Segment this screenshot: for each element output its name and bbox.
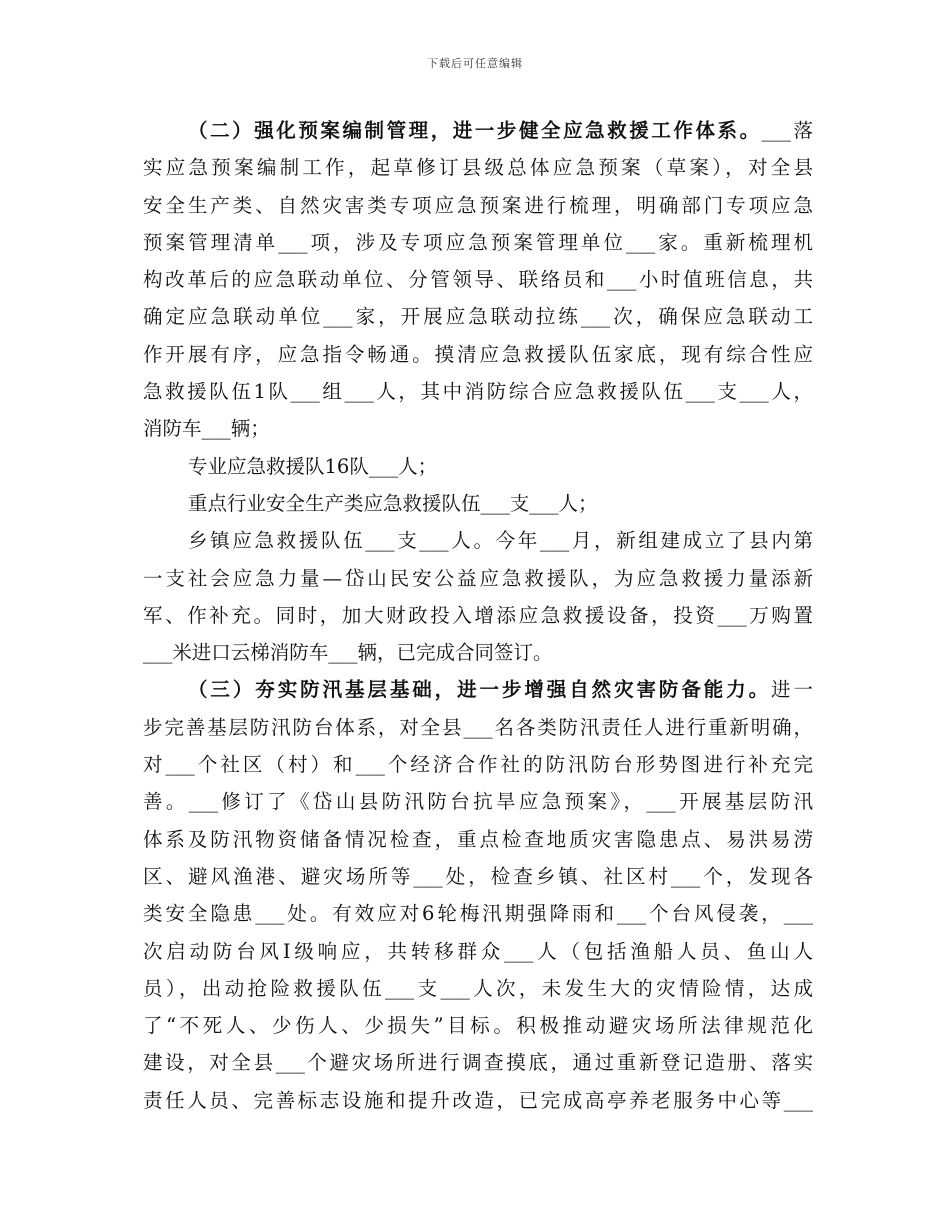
text-line	[143, 970, 813, 1007]
line-text: 责任人员、完善标志设施和提升改造，已完成高亭养老服务中心等___	[143, 1088, 813, 1112]
line-text: ___落	[761, 119, 813, 142]
line-text: 安全生产类、自然灾害类专项应急预案进行梳理，明确部门专项应急	[143, 193, 813, 217]
line-text: 确定应急联动单位___家，开展应急联动拉练___次，确保应急联动工	[143, 305, 813, 329]
text-line	[143, 1082, 813, 1119]
text-line	[143, 373, 813, 410]
line-text: 体系及防汛物资储备情况检查，重点检查地质灾害隐患点、易洪易涝	[143, 827, 813, 851]
text-line	[143, 1007, 813, 1044]
line-text: 对___个社区（村）和___个经济合作社的防汛防台形势图进行补充完	[143, 753, 813, 777]
line-text: 乡镇应急救援队伍___支___人。今年___月，新组建成立了县内第	[188, 529, 813, 553]
line-text: 消防车___辆；	[143, 417, 270, 441]
line-text: 专业应急救援队16队___人；	[188, 454, 438, 478]
text-line	[143, 597, 813, 634]
line-text: 一支社会应急力量—岱山民安公益应急救援队，为应急救援力量添新	[143, 566, 813, 590]
text-line	[143, 560, 813, 597]
line-text: ___米进口云梯消防车___辆，已完成合同签订。	[143, 641, 553, 665]
text-line	[143, 149, 813, 186]
line-text: 作开展有序，应急指令畅通。摸清应急救援队伍家底，现有综合性应	[143, 342, 813, 366]
document-body	[143, 112, 813, 1119]
line-text: 善。___修订了《岱山县防汛防台抗旱应急预案》，___开展基层防汛	[143, 790, 813, 814]
section-heading: （二）强化预案编制管理，进一步健全应急救援工作体系。	[188, 119, 762, 142]
text-line	[143, 261, 813, 298]
line-text: 重点行业安全生产类应急救援队伍___支___人；	[188, 491, 598, 515]
line-text: 员），出动抢险救援队伍___支___人次，未发生大的灾情险情，达成	[143, 976, 813, 1000]
text-line	[143, 448, 813, 485]
page-header: 下载后可任意编辑	[427, 57, 523, 70]
text-line	[143, 298, 813, 335]
line-text: 军、作补充。同时，加大财政投入增添应急救援设备，投资___万购置	[143, 603, 813, 627]
section-heading: （三）夯实防汛基层基础，进一步增强自然灾害防备能力。	[188, 678, 772, 702]
text-line	[143, 821, 813, 858]
text-line	[143, 485, 813, 522]
text-line	[143, 224, 813, 261]
line-text: 区、避风渔港、避灾场所等___处，检查乡镇、社区村___个，发现各	[143, 864, 813, 888]
text-line	[143, 522, 813, 559]
line-text: 急救援队伍1队___组___人，其中消防综合应急救援队伍___支___人，	[143, 380, 813, 404]
text-line	[143, 112, 813, 149]
text-line	[143, 336, 813, 373]
line-text: 构改革后的应急联动单位、分管领导、联络员和___小时值班信息，共	[143, 268, 813, 292]
text-line	[143, 187, 813, 224]
line-text: 步完善基层防汛防台体系，对全县___名各类防汛责任人进行重新明确，	[143, 715, 813, 739]
line-text: 预案管理清单___项，涉及专项应急预案管理单位___家。重新梳理机	[143, 230, 813, 254]
line-text: 类安全隐患___处。有效应对6轮梅汛期强降雨和___个台风侵袭，___	[143, 902, 813, 926]
text-line	[143, 746, 813, 783]
text-line	[143, 671, 813, 708]
text-line	[143, 709, 813, 746]
line-text: 实应急预案编制工作，起草修订县级总体应急预案（草案），对全县	[143, 156, 813, 180]
text-line	[143, 1044, 813, 1081]
text-line	[143, 634, 813, 671]
line-text: 次启动防台风Ⅰ级响应，共转移群众___人（包括渔船人员、鱼山人	[143, 939, 813, 963]
text-line	[143, 858, 813, 895]
text-line	[143, 783, 813, 820]
line-text: 建设，对全县___个避灾场所进行调查摸底，通过重新登记造册、落实	[143, 1051, 813, 1075]
line-text: 进一	[771, 678, 813, 702]
text-line	[143, 933, 813, 970]
line-text: 了“不死人、少伤人、少损失”目标。积极推动避灾场所法律规范化	[143, 1014, 813, 1038]
text-line	[143, 410, 813, 447]
text-line	[143, 895, 813, 932]
